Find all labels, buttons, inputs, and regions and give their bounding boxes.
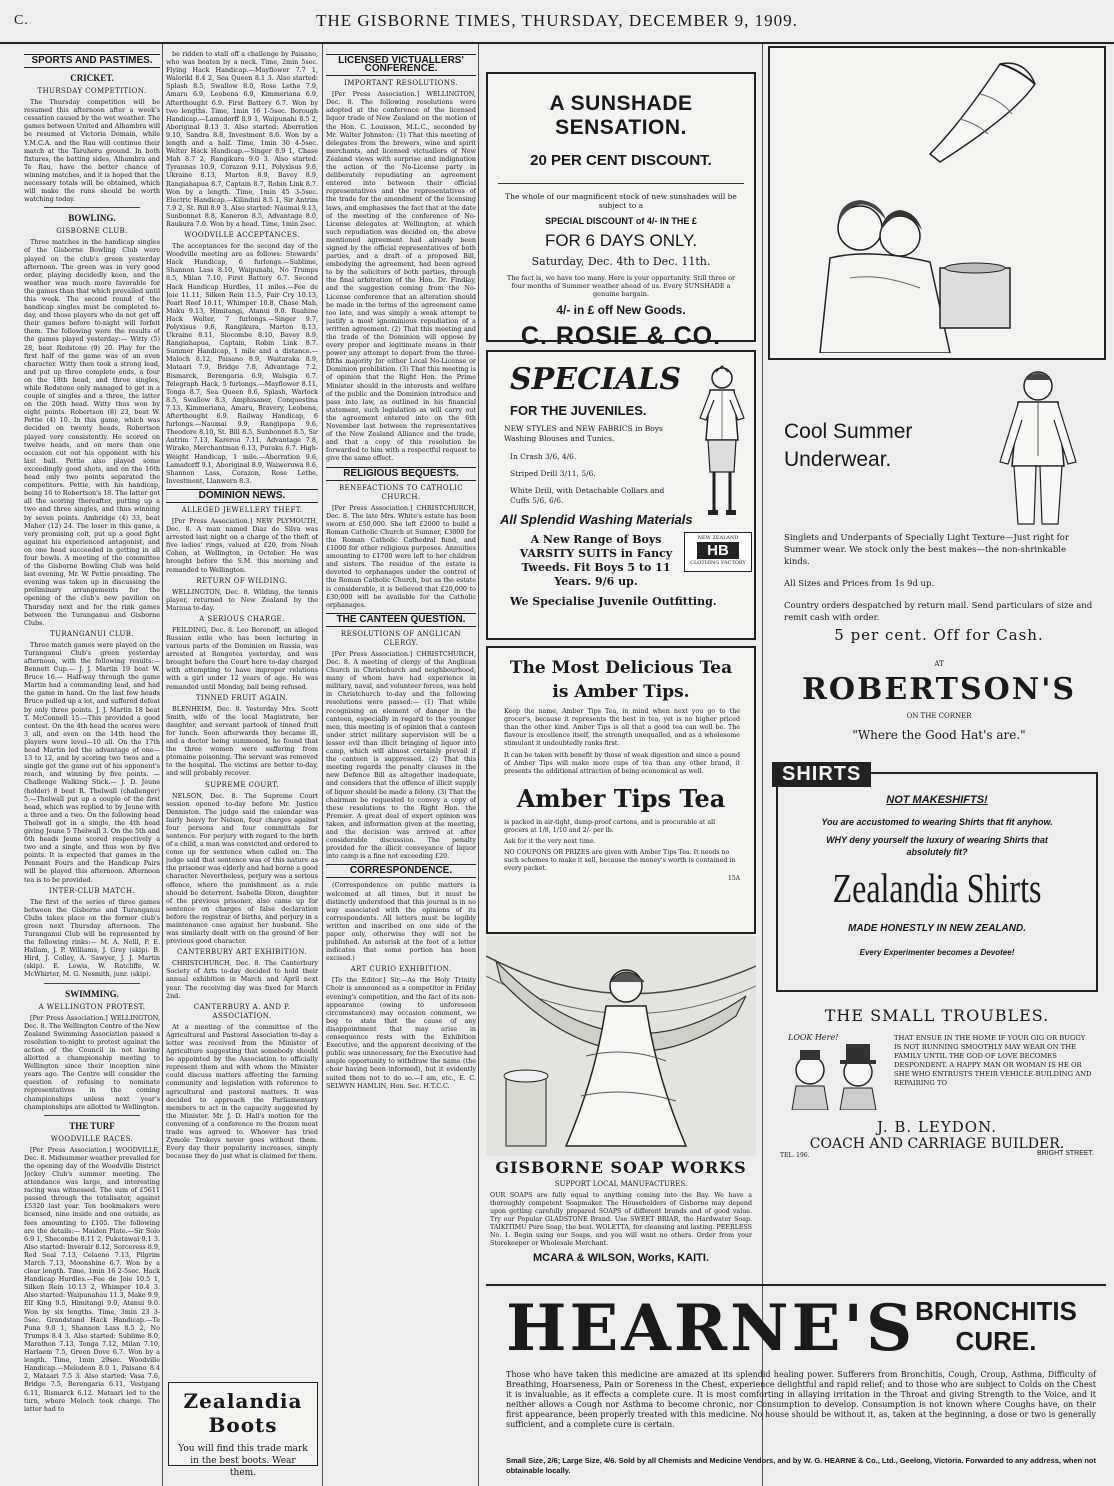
svg-text:LOOK Here!: LOOK Here! (788, 1033, 839, 1042)
article-bequests: [Per Press Association.] CHRISTCHURCH, Dec. 8. The late Mrs. White's estate has been sworn at £50,000. She left £2000 to build a Roman Catholic Church at Sumner, £3000 for the Roman Catholic Cathedral fund, and £1000 for other religious purposes. Annuities amounting to £1700 were left to her children and sisters. The residue of the estate is devoted to orphanages under the control of the Roman Catholic Church, but as the estate is considerable, it is believed that £20,000 to £30,000 will be available for the Catholic orphanages. (326, 503, 476, 609)
heading-turf: THE TURF (69, 1120, 115, 1131)
hb-clothing-badge (684, 532, 752, 572)
article-wilding: WELLINGTON, Dec. 8. Wilding, the tennis player, returned to New Zealand by the Maraua to-day. (166, 587, 318, 612)
divider (498, 183, 744, 184)
robertson-body (784, 532, 1094, 624)
robertson-cash: 5 per cent. Off for Cash. (834, 626, 1044, 644)
subheading-a-and-p: CANTERBURY A. AND P. ASSOCIATION. (193, 1002, 291, 1020)
article-races-continued: be ridden to stall off a challenge by Paisano, who was beaten by a neck. Time, 2min 5sec. Flying Hack Handicap.—Mayflower 7.7 1, Walorikl 8.4 2, Sea Queen 8.1 3. Also started: Splash 8.5, Swallow 8.0, Rose Lethe 7.9, Amaru 6.9, Leobena 6.9, Kimmeriana 6.9, Afterthought 6.9. First Battery 6.7. Won by two lengths. Time, 1min 16 1-5sec. Borough Handicap.—Lamadorff 8.9 1, Waipunahi 8.5 2, Aboriginal 8.13 3. Also started: Aberration 9.10, Sandra 8.8, Investment 8.6. Won by a length and a half. Time, 1min 30 4-5sec. Welter Hack Handicap.—Singer 8.9 1, Chase Mah 8.7 2, Rangikura 9.0 3. Also started: Tyrannas 10.9, Corazon 9.11, Polyxisus 9.6, Ukraine 8.13, Marton 8.9, Bavey 8.9, Rangiahapua 8.7, Captain 8.7, Robin Link 8.7. Won by a length. Time, 1min 45 3-5sec. Electric Handicap.—Kilindini 8.5 1, Sir Antrim 7.9 2, St. Bill 8.9 3. Also started: Naumai 9.13, Sunbonnet 8.8, Kaneron 8.5, Advantage 8.0, Raukura 7.0. Won by a head. Time, 1min 2sec. (166, 50, 318, 228)
article-turanganui: Three match games were played on the Turanganui Club's green yesterday afternoon, with the following results:— Bennett Cup.— J. J. Martin 19 beat W. Bruce 16.— Half-way through the game Martin had a commanding lead, and had the game in hand. On the last few heads Bruce pulled up a lot, and suffered defeat by only three points. J. J. Martin 18 beat T. McConnell 15.—This provided a good contest. On the 4th head the scores were 3 all, and even on the 14th head the players were level—10 all. On the 17th head Martin led the advantage of one—13 to 12, and by scoring two twos and a single got the game out of his opponent's reach, and winning by five points. —Challenge Walking Stick.— J. D. Jeune (holder) 8 beat R. Thelwall (challenger) 5.—Thelwall put up a couple of the first head, which was replied to by Jeune with a three and a two. On the following head Thelwall got in a single, the 4th head giving Jeune 5 Thelwall 3. On the 5th and 6th heads Jeune scored respectively a two and a single, and thus won by five points. It is expected that games in the Pennant Fours and the Handicap Pairs will be played this afternoon. Afternoon tea is to be provided. (24, 640, 160, 884)
boots-tagline: You will find this trade mark in the best boots. Wear them. (178, 1444, 308, 1478)
column-rule (322, 44, 323, 1486)
rosie-dates: Saturday, Dec. 4th to Dec. 11th. (531, 255, 711, 268)
rosie-name: C. ROSIE & CO. (520, 322, 722, 350)
article-canterbury-art: CHRISTCHURCH, Dec. 8. The Canterbury Society of Arts to-day decided to hold their annual exhibition in March and April next year. The receiving day was fixed for March 2nd. (166, 959, 318, 1000)
rosie-line1: The whole of our magnificent stock of new sunshades will be subject to a (505, 192, 737, 210)
masthead-title: THE GISBORNE TIMES, THURSDAY, DECEMBER 9, 1909. (316, 11, 798, 30)
robertson-title2: Underwear. (784, 448, 892, 471)
heading-bowling: BOWLING. (68, 213, 116, 224)
shirts-made: MADE HONESTLY IN NEW ZEALAND. (848, 923, 1026, 934)
boy-illustration-icon (696, 360, 748, 520)
shirts-l2: WHY deny yourself the luxury of wearing Shirts that absolutely fit? (826, 835, 1048, 857)
soap-footer: MCARA & WILSON, Works, KAITI. (533, 1252, 709, 1264)
ad-hearnes-bronchitis-cure (486, 1284, 1106, 1480)
ad-amber-tips-tea (486, 646, 756, 934)
heading-cricket: CRICKET. (70, 73, 114, 84)
divider (44, 983, 140, 984)
subheading-jewellery: ALLEGED JEWELLERY THEFT. (181, 505, 303, 514)
subheading-turanganui-club: TURANGANUI CLUB. (50, 629, 134, 638)
letter-art-curio: [To the Editor.] Sir,—As the Holy Trinity Choir is announced as a competitor in Friday evening's competition, and the fact of its non-appearance (owing to unforeseen circumstances) may occasion comment, we beg to state that the cause of any disappointment that may arise in consequence rests with the Exhibition Executive, and the apparent deceiving of the public was unnecessary, for the Executive had ample opportunity to withdraw the name (the choir having been informed), but it evidently suited them not to do so.—I am, etc., E. C. SELWYN HAMLIN, Hon. Sec. H.T.C.C. (326, 976, 476, 1090)
ad-juvenile-specials (486, 350, 756, 640)
shirts-l1: You are accustomed to wearing Shirts that fit anyhow. (821, 817, 1053, 827)
robertson-title (784, 418, 912, 474)
article-a-and-p: At a meeting of the committee of the Agricultural and Pastoral Association to-day a letter was received from the Minister of Agriculture suggesting that somebody should be appointed by the Association to officially represent them and with whom the Minister could discuss matters affecting the farming community and legislation with reference to agricultural and pastoral matters. It was decided to approach the Parliamentary members to act in the capacity suggested by the Minister. Mr. J. D. Hall's motion for the convening of a conference re the frozen meat trade was agreed to. Whoever has tried Zymole Trokeys never goes without them. Every day their popularity increases, simply because they do just what is claimed for them. (166, 1022, 318, 1161)
section-heading-correspondence: CORRESPONDENCE. (326, 864, 476, 878)
heading-swimming: SWIMMING. (65, 988, 119, 999)
hearne-b1: BRONCHITIS (915, 1296, 1077, 1326)
robertson-title1: Cool Summer (784, 420, 913, 443)
subheading-resolutions: IMPORTANT RESOLUTIONS. (344, 79, 458, 88)
gittos-vertical-block (1042, 56, 1102, 356)
badge-top: NEW ZEALAND (697, 535, 739, 541)
article-jewellery: [Per Press Association.] NEW PLYMOUTH, Dec. 8. A man named Diaz de Silva was arrested last night on a charge of the theft of five ladies' rings, valued at £20, from Noah Cohen, at Wellington, in October. He was brought before the S.M. this morning and remanded to Wellington. (166, 516, 318, 574)
article-canteen: [Per Press Association.] CHRISTCHURCH, Dec. 8. A meeting of clergy of the Anglican Church in Christchurch and neighbourhood, many of whom have had experience in military, naval, and volunteer forces, was held in Christchurch to-day and the following resolutions were passed:— (1) That while recognising an element of danger in the canteen, especially in regard to the younger men, this meeting is of opinion that a canteen under strict military supervision will be a lesser evil than illicit bringing of liquor into camp, which will almost certainly prevail if the canteen is suppressed. (2) That this meeting regards the penalty clauses in the new Defence Bill as altogether inadequate, and considers that the offence of illicit supply of liquor should be made a felony. (3) That the chairman be requested to convey a copy of these resolutions to the Right Hon. the Premier. A great deal of expert opinion was taken, and information given at the meeting, and the decision was arrived at after considerable discussion. The penalty provided for the illicit conveyance of liquor into camp is a fine not exceeding £20. (326, 649, 476, 861)
divider (44, 1115, 140, 1116)
rosie-off: 4/- in £ off New Goods. (556, 303, 686, 317)
page-letter: C. (14, 13, 29, 28)
juveniles-title: SPECIALS (510, 362, 682, 397)
amber-big: Amber Tips Tea (516, 784, 726, 813)
article-supreme-court: NELSON, Dec. 8. The Supreme Court session opened to-day before Mr. Justice Denniston. The judge said the calendar was fairly heavy for Nelson, four charges against four persons and four committals for sentence. For perjury with regard to the birth of a child, a man was convicted and ordered to come up for sentence when called on. The judge said that sentence was of this nature as the prisoner was elderly and had borne a good character. Nevertheless, perjury was a serious offence, where the punishment as a rule should be deterrent. Isabella Dixon, daughter of the previous prisoner, also came up for sentence on charges of false declaration before the registrar of births, and perjury in a maintenance case against her husband. She was similarly dealt with on the ground of her previous good character. (166, 791, 318, 946)
juveniles-l1: NEW STYLES and NEW FABRICS in Boys Washing Blouses and Tunics. (504, 424, 663, 443)
shirts-title: SHIRTS (772, 762, 871, 787)
soap-text: OUR SOAPS are fully equal to anything coming into the Bay. We have a thoroughly competent Soapmaker. The Householders of Gisborne may depend upon getting carefully prepared SOAPS of different brands and of good value. Try our Popular GLADSTONE Brand. Use SWEET BRIAR, the Hardwater Soap. TAIKITIMU Pure Soap, the best. WOLETTA, for cleansing and lasting. PEERLESS No. 1. Begin using our Soaps, and you will want no others. Order from your Storekeeper or Wholesale Merchant. (490, 1192, 752, 1247)
robertson-text1: Singlets and Underpants of Specially Light Texture—Just right for Summer wear. We stock only the best makes—the non-shrinkable kinds. (784, 533, 1069, 567)
article-swimming: [Per Press Association.] WELLINGTON, Dec. 8. The Wellington Centre of the New Zealand Swimming Association passed a resolution to-night to protest against the action of the Council in not having allotted a championship meeting to Wellington since their inception nine years ago. The Centre will consider the question of refusing to nominate representatives in the coming championships unless next year's championships are allotted to Wellington. (24, 1013, 160, 1111)
column-news (166, 50, 318, 1380)
hearne-text: Those who have taken this medicine are amazed at its splendid healing power. Sufferers from Bronchitis, Cough, Croup, Asthma, Difficulty of Breathing, Hoarseness, Pain or Soreness in the Chest, experience delightful and rapid relief; and to those who are subject to Colds on the Chest it is invaluable, as it effects a complete cure. It is most comforting in allaying irritation in the Throat and giving Strength to the Voice, and it neither allows a Cough nor Asthma to become chronic, nor Consumption to develop. Consumption is not known where Coughs have, on their first appearance, been properly treated with this medicine. No house should be without it, as, taken at the beginning, a dose or two is generally sufficient, and a complete cure is certain. (506, 1370, 1096, 1429)
hearne-brand-block (896, 1296, 1096, 1356)
subheading-gisborne-club: GISBORNE CLUB. (56, 227, 128, 236)
leydon-street: BRIGHT STREET. (1036, 1150, 1094, 1157)
shirts-every: Every Experimenter becomes a Devotee! (859, 948, 1015, 957)
juveniles-l2: In Crash 3/6, 4/6. (510, 452, 577, 461)
divider (44, 207, 140, 208)
man-underwear-illustration-icon (978, 366, 1098, 526)
section-heading-licensed: LICENSED VICTUALLERS' CONFERENCE. (326, 54, 476, 76)
subheading-art-curio: ART CURIO EXHIBITION. (350, 965, 452, 974)
article-cricket: The Thursday competition will be resumed this afternoon after a week's cessation caused by the wet weather. The games between United and Alhambra will be resumed at Victoria Domain, while Y.M.C.A. and the Rau will continue their match at the Taruheru ground. In both fixtures, the batting sides, Alhambra and Te Rau, have the better chance of winning matches, and it is hoped that the necessary totals will be obtained, which will make the runs should be worth watching today. (24, 98, 160, 204)
shirts-not: NOT MAKESHIFTS! (886, 794, 988, 806)
subheading-benefactions: BENEFACTIONS TO CATHOLIC CHURCH. (338, 483, 463, 501)
robertson-corner: ON THE CORNER (906, 712, 972, 720)
juveniles-l6: A New Range of Boys VARSITY SUITS in Fancy Tweeds. Fit Boys 5 to 11 Years. 9/6 up. (519, 533, 673, 588)
amber-p4: Ask for it the very next time. (504, 838, 596, 845)
amber-title1: The Most Delicious Tea (509, 658, 733, 678)
section-heading-bequests: RELIGIOUS BEQUESTS. (326, 467, 476, 481)
correspondence-note: (Correspondence on public matters is welcomed at all times, but it must be distinctly understood that this journal is in no way associated with the opinions of its correspondents. All letters must be legibly written and inscribed on one side of the paper only, otherwise they will not be published. An asterisk at the foot of a letter indicates that some portion has been excised.) (326, 881, 476, 963)
article-licensed-victuallers: [Per Press Association.] WELLINGTON, Dec. 8. The following resolutions were adopted at the conference of the licensed liquor trade of New Zealand on the motion of the Hon. C. Louisson, M.L.C., seconded by Mr. Walter Johnston: (1) That this meeting of delegates from the brewers, wine and spirit merchants, and licensed victuallers of New Zealand views with surprise and indignation the action of the No-License party in deliberately repudiating an agreement entered into between their official representatives and the representatives of the trade for the amendment of the licensing laws, and emphasises the fact that at the date of the meeting of the conference of No-License delegates at Wellington, at which such repudiation was decided on, the above mentioned agreement had already been signed by the official representatives of both parties, and a draft of a proposed Bill, embodying the agreement, had been agreed to by the solicitors of both parties, through the final arbitration of the Hon. Dr. Findlay, and the suggestion coming from the No-License conference that an alteration should be made in the terms of the agreement came too late, and was simply a weak attempt to justify a most ignominious repudiation of a written agreement. (2) That this meeting and the trade of the Dominion will oppose by every proper and legitimate means in their power any attempt to depart from the three-fifths majority for either Local No-License or Dominion prohibition. (3) That this meeting is of opinion that the Right Hon. the Prime Minister should in the interests and welfare of the public and the Dominion introduce and pass into law, as outlined in his financial statement, such legislation as will carry out the agreement entered into on the 6th November last between the representatives of the New Zealand Alliance and the trade, and that a copy of this resolution be forwarded to him with a respectful request to give the same effect. (326, 90, 476, 463)
subheading-tinned-fruit: TINNED FRUIT AGAIN. (195, 693, 289, 702)
article-serious-charge: FEILDING, Dec. 8. Leo Borenoff, an alleged Russian exile who has been lecturing in various parts of the Dominion on Russia, was arrested at Rongotea yesterday, and was brought before the Court here to-day charged with attempting to have improper relations with a girl under 12 years of age. He was remanded until Monday, bail being refused. (166, 625, 318, 691)
badge-mid: HB (697, 542, 739, 559)
article-tinned-fruit: BLENHEIM, Dec. 8. Yesterday Mrs. Scott Smith, wife of the local Magistrate, her daughter, and servant partook of tinned fruit for lunch. Soon afterwards they became ill, and a doctor being summoned, he found that the three women were suffering from ptomaine poisoning. The servant was removed to the hospital. The victims are better to-day, and will probably recover. (166, 704, 318, 778)
amber-title2: is Amber Tips. (552, 682, 690, 702)
gramophone-horn-icon (920, 54, 1040, 164)
ad-gisborne-soap (486, 1158, 756, 1278)
couple-gramophone-illustration-icon (800, 178, 1020, 353)
column-rule (162, 44, 163, 1486)
subheading-canterbury-art: CANTERBURY ART EXHIBITION. (177, 948, 307, 957)
rosie-days: FOR 6 DAYS ONLY. (544, 231, 698, 250)
column-conference (326, 50, 476, 1480)
ad-leydon-coach-builder (768, 1000, 1106, 1160)
article-turf: [Per Press Association.] WOODVILLE, Dec. 8. Midsummer weather prevailed for the opening day of the Woodville District Jockey Club's summer meeting. The attendance was large, and interesting racing was witnessed. The sum of £5611 passed through the totalisator, against £5320 last year. Ten bookmakers were licensed, nine inside and one outside, as fees amounting to £105. The following are the details:— Maiden Plate.—Sir Solo 6.9 1, Shecombe 8.11 2, Puketawai 9.1 3. Also started: Inverair 8.12, Sorceress 8.9, Red Seal 7.13, Celaeno 7.13, Pilgrim March 7.13, Moonshine 6.7. Won by a clear length. Time, 1min 16 2-5sec. Hack Handicap Hurdles.—Fee de Joie 10.5 1, Silken Rein 10.13 2, Whimper 10.4 3. Also started: Waipunahau 11.3, Make 9.9, Elf King 9.5, Himitangi 9.0, Atanui 9.0. Won by six lengths. Time, 3min 23 3-5sec. Grandstand Hack Handicap.—Te Puna 9.0 1, Shannon Lass 8.5 2, No Trumps 8.4 3. Also started: Sublime 8.0, Marathon 7.13, Tonga 7.12, Milan 7.10, Harlaem 7.5, Green Dove 6.7. Won by a length. Time, 1min 29sec. Woodville Handicap.—Melodeon 8.0 1, Paisano 8.4 2, Mataari 7.5 3. Also started: Vasa 7.6, Bridge 7.5, Berengaria 6.11, Vestgang 6.11, Bismarck 6.12. Mataari led to the turn, where Meloch took charge. The latter had to (24, 1145, 160, 1413)
leydon-tel: TEL. 196. (780, 1152, 810, 1159)
section-heading-canteen: THE CANTEEN QUESTION. (326, 613, 476, 627)
amber-p3: is packed in air-tight, damp-proof cartons, and is procurable at all grocers at 1/8, 1/10 and 2/- per lb. (504, 819, 716, 834)
juveniles-l5: All Splendid Washing Materials (500, 512, 693, 527)
subheading-inter-club: INTER-CLUB MATCH. (48, 886, 136, 895)
masthead (0, 0, 1114, 44)
amber-p1: Keep the name, Amber Tips Tea, in mind when next you go to the grocer's, because it represents the best in tea, yet is no higher priced than the other kind. Amber Tips is all that a good tea can well be. The flavour is excellence itself, the strength unequalled, and as a wholesome stimulant it undoubtedly ranks first. (504, 708, 740, 747)
ad-robertsons-underwear (768, 366, 1106, 766)
ad-gittos-pianos (768, 46, 1106, 360)
leydon-title: THE SMALL TROUBLES. (824, 1006, 1050, 1025)
amber-num: 15A (728, 875, 740, 882)
robertson-at: AT (934, 660, 944, 668)
soap-sub: SUPPORT LOCAL MANUFACTURES. (554, 1180, 688, 1188)
amber-p2: It can be taken with benefit by those of weak digestion and since a pound of Amber Tips will make more cups of tea than any other brand, it presents the additional attraction of being economical as well. (504, 752, 740, 775)
hearne-sizes: Small Size, 2/6; Large Size, 4/6. Sold by all Chemists and Medicine Vendors, and by W. G. HEARNE & Co., Ltd., Geelong, Victoria. Forwarded to any address, when not obtainable locally. (506, 1456, 1096, 1475)
robertson-name: ROBERTSON'S (801, 672, 1077, 707)
badge-bot: CLOTHING FACTORY (690, 560, 746, 566)
cartoon-men-illustration-icon (780, 1030, 890, 1110)
subheading-wilding: RETURN OF WILDING. (196, 576, 288, 585)
column-rule (478, 44, 479, 1486)
rosie-special: SPECIAL DISCOUNT of 4/- IN THE £ (545, 216, 697, 226)
robertson-slogan: "Where the Good Hat's are." (852, 728, 1026, 742)
leydon-name: J. B. LEYDON. (876, 1118, 997, 1136)
hearne-big: HEARNE'S (506, 1291, 916, 1366)
subheading-woodville-races: WOODVILLE RACES. (50, 1134, 134, 1143)
ad-zealandia-boots (168, 1382, 318, 1478)
subheading-serious-charge: A SERIOUS CHARGE. (199, 614, 285, 623)
subheading-supreme-court: SUPREME COURT. (205, 780, 279, 789)
column-rule (762, 44, 763, 1486)
leydon-text: THAT ENSUE IN THE HOME IF YOUR GIG OR BUGGY IS NOT RUNNING SMOOTHLY MAY WEAR ON THE FAMILY UNTIL THE GOD OF LOVE BECOMES DESPONDENT. A HAPPY MAN OR WOMAN IS HE OR SHE WHO ENTRUSTS THEIR VEHICLE-BUILDING AND REPAIRING TO (894, 1034, 1092, 1087)
rosie-line2: The fact is, we have too many. Here is your opportunity. Still three or four months of Summer weather ahead of us. Every SUNSHADE a genuine bargain. (506, 274, 736, 298)
juveniles-l4: White Drill, with Detachable Collars and Cuffs 5/6, 6/6. (510, 486, 665, 505)
leydon-trade: COACH AND CARRIAGE BUILDER. (809, 1136, 1065, 1152)
article-interclub: The first of the series of three games between the Gisborne and Turanganui Clubs takes place on the former club's green next Thursday afternoon. The Turanganui Club will be represented by the following rinks:— M. A. Nelll, P. E. Hallam, J. P. Williams, J. Grey (skip). B. Hird, J. Colley, A. Sawyer, J. J. Martin (skip). E. Lewis, W. Ratcliffe, W. McWhirter, M. G. Nesmith, junr. (skip). (24, 897, 160, 979)
robertson-text2: All Sizes and Prices from 1s 9d up. (784, 579, 935, 589)
article-acceptances: The acceptances for the second day of the Woodville meeting are as follows: Stewards' Hack Handicap, 6 furlongs.—Sublime, Shannon Lass 8.10, Waipunahi, No Trumps 8.5, Milan 7.10, First Battery 6.7. Second Hack Handicap Hurdles, 11 miles.—Fee de Joie 11.11, Silken Rein 11.5, Fair Cry 10.13, Pearl Reef 10.11, Whimper 10.8, Chase Mah, Maku 9.13, Himitangi, Atanui 9.0. Ruahine Hack Welter, 7 furlongs.—Singer 9.7, Polyxisus 9.6, Rangikura, Marton 8.13, Ukraine 8.11, Slocombe 8.10, Bavey 8.9, Rangiahapua, Captain, Robin Link 8.7. Summer Handicap, 1 mile and a distance.—Maloch 8.12, Paisano 8.9, Waitaraka 8.9, Mataari 7.9, Bridge 7.8, Advantage 7.2, Bismarck, Berengaria 6.9, Walsgia 6.7. Telegraph Hack, 5 furlongs.—Mayflower 8.11, Tonga 8.7, Sea Queen 8.6, Splash, Warlock 8.5, Swallow 8.3, Amphisaner, Conquestina 7.13, Kimmeriana, Amaru, Bravery, Leobena, Afterthought 6.9. Railway Handicap, 6 furlongs.—Naumai 9.9, Rangipapa 9.6, Theodore 8.10, St. Bill 8.5, Sunbonnet 8.5, Sir Antrim 7.13, Kareroa 7.11, Advantage 7.8, Wirako, Merchantman 6.13, Puraku 6.7. High-Weight Handicap, 1 mile.—Aberration 9.6, Lamadorff 9.1, Aboriginal 8.9, Waiweruwa 8.6, Shannon Lass, Corazon, Rose Lethe, Investment, Llanwern 8.3. (166, 242, 318, 485)
subheading-cricket: THURSDAY COMPETITION. (37, 87, 147, 96)
hearne-b2: CURE. (955, 1326, 1037, 1356)
juveniles-sub: FOR THE JUVENILES. (510, 403, 647, 418)
lady-hammock-illustration-icon (486, 936, 756, 1156)
column-sports (24, 50, 160, 1480)
article-bowling: Three matches in the handicap singles of the Gisborne Bowling Club were played on the club's green yesterday afternoon. The green was in very good order, playing decidedly keen, and the weather was much more favorable for the games than that which prevailed until this week. The second round of the handicap singles must be completed to-day, and those players who do not get off their games before to-night will forfeit them. The following were the results of the games played yesterday:— Witty (5) 28, beat Redstone (9) 20. Play for the first half of the game was of an even character. Witty then took a strong lead, and put up three complete ends, a four on the 18th head, and three singles, while Redstone only managed to get in a couple of singles and a three, the latter on the 20th head. Witty thus won by eight points. Robertson (8) 23, beat W. Pettie (4) 10. In this game, which was decided on twenty heads, Robertson played very consistently. He scored on twelve heads, and on more than one occasion cut out his opponent with his last ball. Pettie also played some exceedingly good shots, and on the 16th head only two points separated the competitors. Pettie, with his handicap, being 16 to Robertson's 18. The latter got all the scoring thereafter, putting up a two and three singles, and thus winning by seven points. Ambridge (4) 33, beat Maher (12) 24. The loser in this game, a very promising colt, put up a good fight against his experienced antagonist, and on one head succeeded in getting in all four bowls. A meeting of the committee of the Gisborne Bowling Club was held last evening, Mr. W. Pettie presiding. The evening was taken up in discussing the preliminary arrangements for the opening of the club's new pavilion on Thursday next and for the rink games between the Turanganui and Gisborne Clubs. (24, 238, 160, 627)
subheading-anglican-clergy: RESOLUTIONS OF ANGLICAN CLERGY. (340, 629, 462, 647)
soap-title: GISBORNE SOAP WORKS (495, 1158, 747, 1177)
ad-rosie-sunshades (486, 72, 756, 350)
juveniles-l7: We Specialise Juvenile Outfitting. (510, 595, 717, 608)
ad-zealandia-shirts (776, 763, 1098, 992)
boots-brand: Zealandia Boots (183, 1389, 303, 1437)
section-heading-dominion: DOMINION NEWS. (166, 489, 318, 503)
shirts-brand: Zealandia Shirts (832, 864, 1042, 912)
robertson-text3: Country orders despatched by return mail. Send particulars of size and remit cash with order. (784, 601, 1093, 623)
subheading-woodville-acceptances: WOODVILLE ACCEPTANCES. (184, 231, 300, 240)
amber-p5: NO COUPONS OR PRIZES are given with Amber Tips Tea. It needs no such schemes to make it sell, because the money's worth is contained in every packet. (504, 849, 736, 872)
rosie-title: A SUNSHADE SENSATION. (549, 92, 693, 139)
juveniles-l3: Striped Drill 3/11, 5/6. (510, 469, 596, 478)
rosie-discount: 20 PER CENT DISCOUNT. (530, 152, 712, 169)
subheading-wellington-protest: A WELLINGTON PROTEST. (38, 1002, 146, 1011)
section-heading-sports: SPORTS AND PASTIMES. (24, 54, 160, 68)
